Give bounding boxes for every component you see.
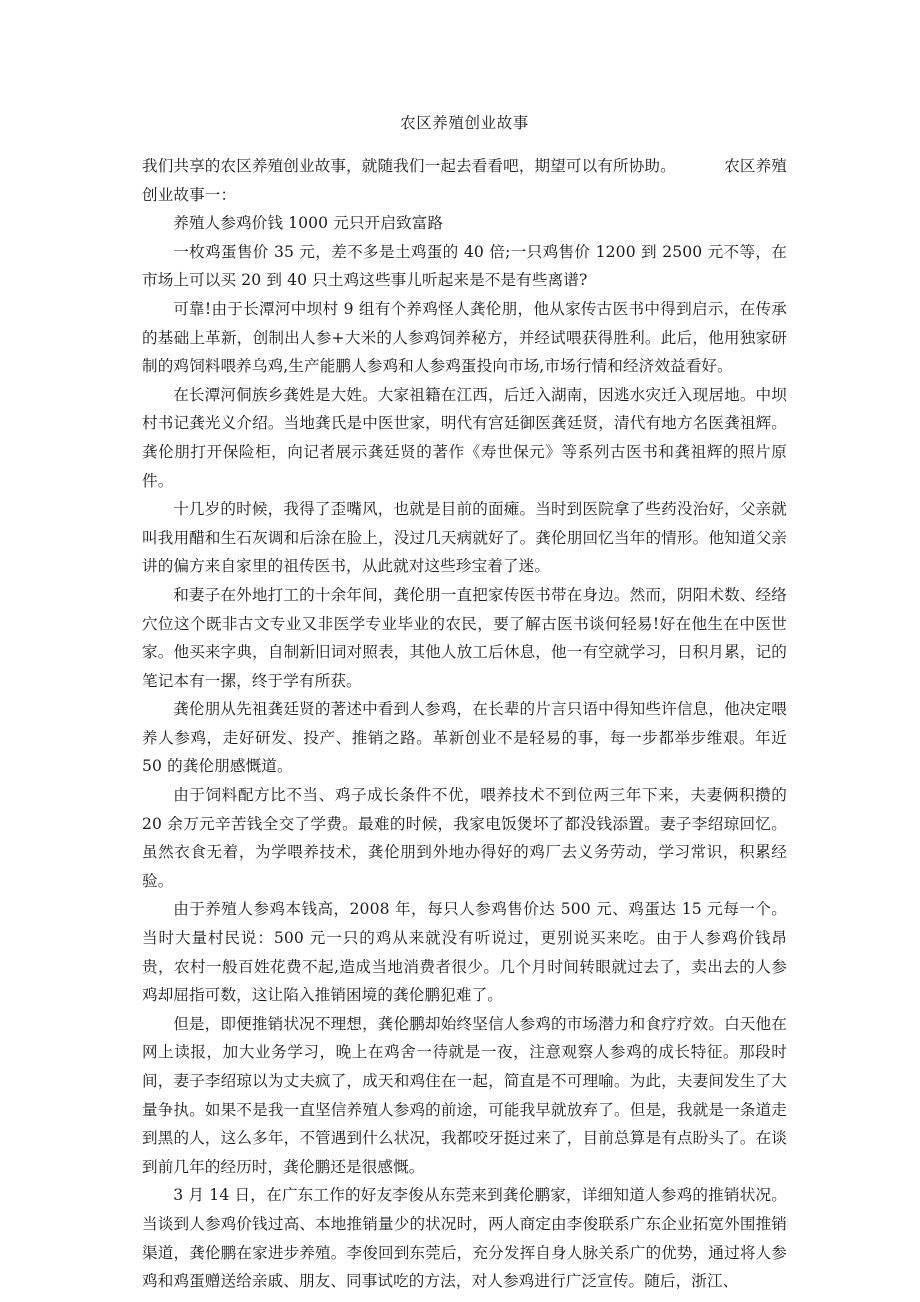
paragraph-9: 但是，即便推销状况不理想，龚伦鹏却始终坚信人参鸡的市场潜力和食疗疗效。白天他在网上读报，加大业务学习，晚上在鸡舍一待就是一夜，注意观察人参鸡的成长特征。那段时间，妻子李绍琼以为丈夫疯了，成天和鸡住在一起，简直是不可理喻。为此，夫妻间发生了大量争执。如果不是我一直坚信养殖人参鸡的前途，可能我早就放弃了。但是，我就是一条道走到黑的人，这么多年，不管遇到什么状况，我都咬牙挺过来了，目前总算是有点盼头了。在谈到前几年的经历时，龚伦鹏还是很感慨。 bbox=[142, 1014, 787, 1176]
paragraph-1: 一枚鸡蛋售价 35 元，差不多是土鸡蛋的 40 倍;一只鸡售价 1200 到 2500 元不等，在市场上可以买 20 到 40 只土鸡这些事儿听起来是不是有些离谱? bbox=[142, 242, 787, 290]
paragraph-subheading: 养殖人参鸡价钱 1000 元只开启致富路 bbox=[173, 214, 444, 233]
paragraph-intro bbox=[142, 152, 787, 209]
intro-text-before-gap: 我们共享的农区养殖创业故事，就随我们一起去看看吧，期望可以有所协助。 bbox=[142, 157, 676, 175]
paragraph-7: 由于饲料配方比不当、鸡子成长条件不优，喂养技术不到位两三年下来，夫妻俩积攒的 20 余万元辛苦钱全交了学费。最难的时候，我家电饭煲坏了都没钱添置。妻子李绍琼回忆。虽然衣食无着，为学喂养技术，龚伦朋到外地办得好的鸡厂去义务劳动，学习常识，积累经验。 bbox=[142, 786, 787, 890]
paragraph-6: 龚伦朋从先祖龚廷贤的著述中看到人参鸡，在长辈的片言只语中得知些许信息，他决定喂养人参鸡，走好研发、投产、推销之路。革新创业不是轻易的事，每一步都举步维艰。年近 50 的龚伦朋感慨道。 bbox=[142, 700, 787, 776]
paragraph-4: 十几岁的时候，我得了歪嘴风，也就是目前的面瘫。当时到医院拿了些药没治好，父亲就叫我用醋和生石灰调和后涂在脸上，没过几天病就好了。龚伦朋回忆当年的情形。他知道父亲讲的偏方来自家里的祖传医书，从此就对这些珍宝着了迷。 bbox=[142, 500, 787, 576]
paragraph-2: 可靠!由于长潭河中坝村 9 组有个养鸡怪人龚伦朋，他从家传古医书中得到启示，在传承的基础上革新，创制出人参+大米的人参鸡饲养秘方，并经试喂获得胜利。此后，他用独家研制的鸡饲料喂养乌鸡,生产能鹏人参鸡和人参鸡蛋投向市场,市场行情和经济效益看好。 bbox=[142, 299, 787, 376]
paragraph-8: 由于养殖人参鸡本钱高，2008 年，每只人参鸡售价达 500 元、鸡蛋达 15 元每一个。当时大量村民说：500 元一只的鸡从来就没有听说过，更别说买来吃。由于人参鸡价钱昂贵，农村一般百姓花费不起,造成当地消费者很少。几个月时间转眼就过去了，卖出去的人参鸡却屈指可数，这让陷入推销困境的龚伦鹏犯难了。 bbox=[142, 900, 787, 1005]
document-body bbox=[142, 108, 787, 1296]
paragraph-5: 和妻子在外地打工的十余年间，龚伦朋一直把家传医书带在身边。然而，阴阳术数、经络穴位这个既非古文专业又非医学专业毕业的农民，要了解古医书谈何轻易!好在他生在中医世家。他买来字典，自制新旧词对照表，其他人放工后休息，他一有空就学习，日积月累，记的笔记本有一摞，终于学有所获。 bbox=[142, 585, 787, 690]
paragraph-10: 3 月 14 日，在广东工作的好友李俊从东莞来到龚伦鹏家，详细知道人参鸡的推销状况。当谈到人参鸡价钱过高、本地推销量少的状况时，两人商定由李俊联系广东企业拓宽外围推销渠道，龚伦鹏在家进步养殖。李俊回到东莞后，充分发挥自身人脉关系广的优势，通过将人参鸡和鸡蛋赠送给亲戚、朋友、同事试吃的方法，对人参鸡进行广泛宣传。随后，浙江、 bbox=[142, 1186, 787, 1291]
page-title: 农区养殖创业故事 bbox=[400, 114, 529, 132]
intro-text-after-gap: 农区养殖创业故事一： bbox=[142, 157, 787, 204]
paragraph-3: 在长潭河侗族乡龚姓是大姓。大家祖籍在江西，后迁入湖南，因逃水灾迁入现居地。中坝村书记龚光义介绍。当地龚氏是中医世家，明代有宫廷御医龚廷贤，清代有地方名医龚祖辉。龚伦朋打开保险柜，向记者展示龚廷贤的著作《寿世保元》等系列古医书和龚祖辉的照片原件。 bbox=[142, 385, 787, 490]
